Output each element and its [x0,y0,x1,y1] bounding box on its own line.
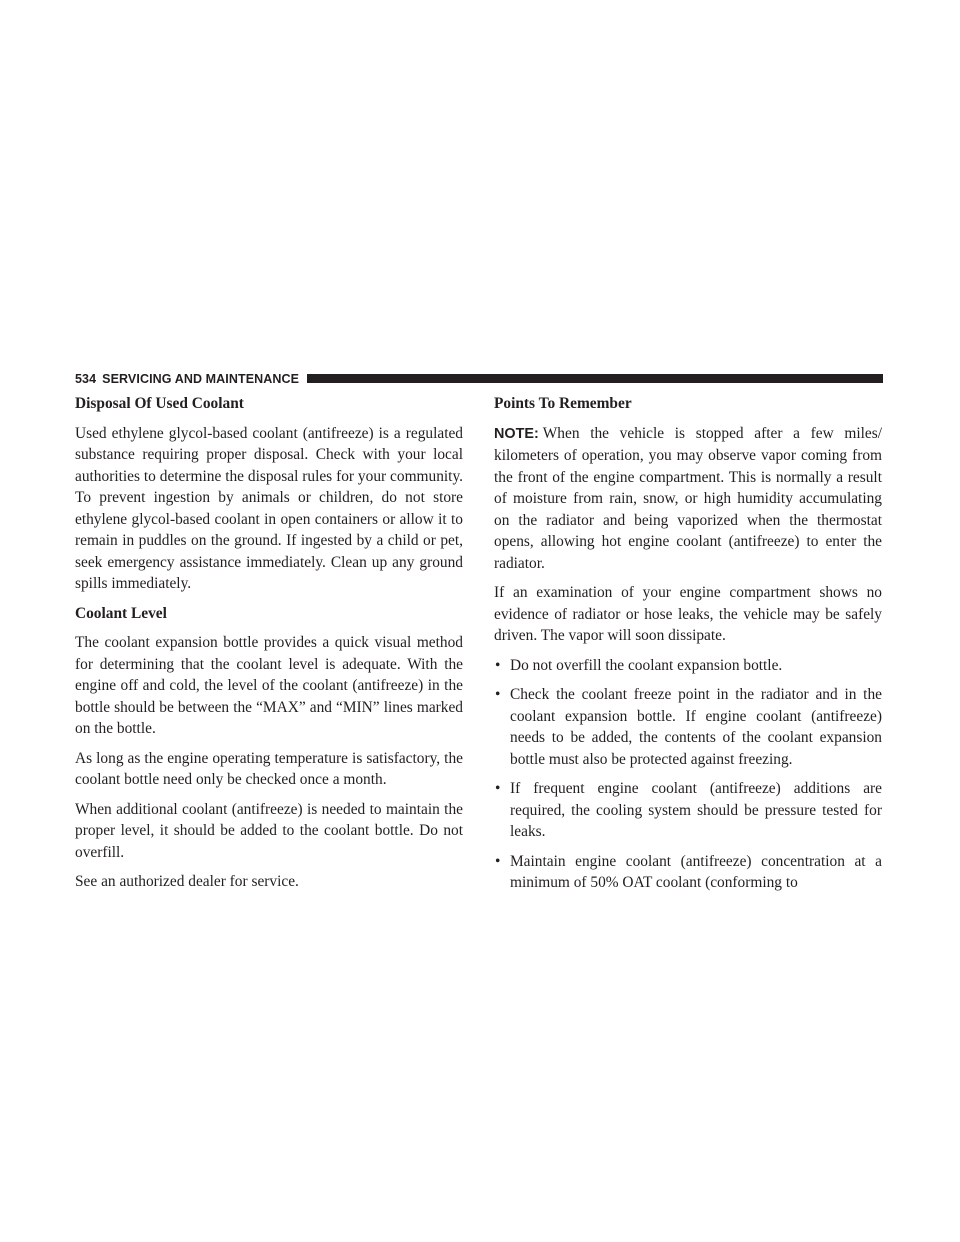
disposal-heading: Disposal Of Used Coolant [75,395,244,412]
header-rule [307,374,883,383]
list-item-text: Maintain engine coolant (antifreeze) concentration at a minimum of 50% OAT coolant (conforming to [510,852,882,891]
coolant-level-paragraph-1: The coolant expansion bottle provides a quick visual method for determining that the coolant level is adequate. With the engine off and cold, the level of the coolant (antifreeze) in the bottle should be between the “MAX” and “MIN” lines marked on the bottle. [75,634,463,737]
right-column [494,393,882,902]
coolant-level-heading: Coolant Level [75,604,167,622]
page-header [75,370,883,387]
disposal-paragraph: Used ethylene glycol-based coolant (antifreeze) is a regulated substance requiring proper disposal. Check with your local authorities to determine the disposal rules for your community. To prevent ingestion by animals or children, do not store ethylene glycol-based coolant in open containers or allow it to remain in puddles on the ground. If ingested by a child or pet, seek emergency assistance immediately. Clean up any ground spills immediately. [75,424,463,592]
bullet-icon: • [495,656,501,674]
list-item [494,684,882,770]
note-label: NOTE: [494,425,539,442]
list-item [494,851,882,894]
bullet-icon: • [495,780,501,797]
examination-paragraph: If an examination of your engine compartment shows no evidence of radiator or hose leaks, the vehicle may be safely driven. The vapor will soon dissipate. [494,584,882,644]
list-item-text: Do not overfill the coolant expansion bottle. [510,656,783,674]
note-paragraph [494,423,882,575]
points-heading: Points To Remember [494,395,632,412]
list-item [494,655,882,677]
list-item [494,778,882,843]
section-title: SERVICING AND MAINTENANCE [102,371,300,386]
coolant-level-paragraph-4: See an authorized dealer for service. [75,873,299,890]
list-item-text: If frequent engine coolant (antifreeze) additions are required, the cooling system should be pressure tested for leaks. [510,780,882,840]
points-list [494,655,882,894]
bullet-icon: • [495,686,501,703]
page-number: 534 [75,371,97,386]
note-text: When the vehicle is stopped after a few miles/ kilometers of operation, you may observe vapor coming from the front of the engine compartment. This is normally a result of moisture from rain, snow, or high humidity accumulating on the radiator and being vaporized when the thermostat opens, allowing hot engine coolant (antifreeze) to enter the radiator. [494,424,882,572]
left-column [75,393,463,901]
list-item-text: Check the coolant freeze point in the radiator and in the coolant expansion bottle. If engine coolant (antifreeze) needs to be added, the contents of the coolant expansion bottle must also be protected against freezing. [510,686,882,768]
coolant-level-paragraph-3: When additional coolant (antifreeze) is needed to maintain the proper level, it should be added to the coolant bottle. Do not overfill. [75,800,463,861]
coolant-level-paragraph-2: As long as the engine operating temperature is satisfactory, the coolant bottle need only be checked once a month. [75,749,463,788]
bullet-icon: • [495,852,501,870]
